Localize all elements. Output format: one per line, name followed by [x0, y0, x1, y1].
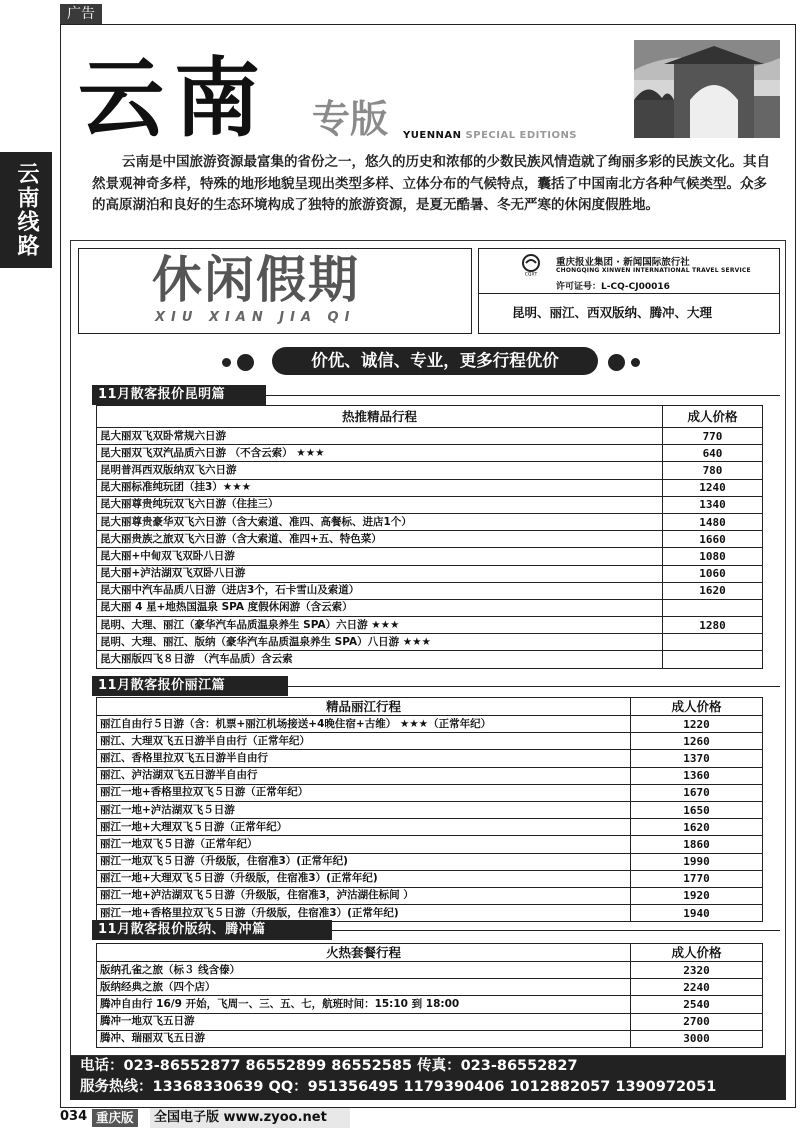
route-price: [663, 599, 763, 616]
route-name: 昆大丽尊贵纯玩双飞六日游（住挂三）: [97, 496, 663, 513]
route-name: 丽江一地+香格里拉双飞５日游（升级版，住宿准3）(正常年纪): [97, 905, 631, 922]
agency-name: 重庆报业集团 · 新闻国际旅行社: [556, 257, 690, 268]
table-row: [97, 887, 763, 904]
section-rule: [266, 395, 780, 396]
slogan-dots-left: [222, 353, 254, 371]
route-name: 丽江、泸沽湖双飞五日游半自由行: [97, 767, 631, 784]
route-name: 昆大丽中汽车品质八日游（进店3个，石卡雪山及索道）: [97, 582, 663, 599]
route-price: 2240: [631, 979, 763, 996]
route-name: 丽江、大理双飞五日游半自由行（正常年纪）: [97, 733, 631, 750]
table-row: [97, 836, 763, 853]
table-row: [97, 445, 763, 462]
page-title: 云南: [78, 48, 270, 149]
route-price: 1660: [663, 531, 763, 548]
route-price: 3000: [631, 1030, 763, 1047]
route-price: 2540: [631, 996, 763, 1013]
route-name: 腾冲、瑞丽双飞五日游: [97, 1030, 631, 1047]
bullet-icon: [237, 354, 254, 371]
route-price: [663, 651, 763, 668]
contact-phones: 电话：023-86552877 86552899 86552585 传真：023-86552827: [80, 1058, 578, 1074]
route-price: 1940: [631, 905, 763, 922]
table-row: [97, 1030, 763, 1047]
route-price: 1340: [663, 496, 763, 513]
table-row: [97, 784, 763, 801]
intro-paragraph: 云南是中国旅游资源最富集的省份之一，悠久的历史和浓郁的少数民族风情造就了绚丽多彩的民族文化。其自然景观神奇多样，特殊的地形地貌呈现出类型多样、立体分布的气候特点，囊括了中国南北方各种气候类型。众多的高原湖泊和良好的生态环境构成了独特的旅游资源，是夏无酷暑、冬无严寒的休闲度假胜地。: [92, 154, 770, 213]
column-header-price: 成人价格: [663, 406, 763, 428]
table-row: [97, 548, 763, 565]
section-rule: [332, 930, 780, 931]
route-name: 版纳经典之旅（四个店）: [97, 979, 631, 996]
edition-tag: 重庆版: [92, 1109, 138, 1127]
route-price: 1860: [631, 836, 763, 853]
table-row: [97, 853, 763, 870]
table-row: [97, 733, 763, 750]
slogan-dots-right: [608, 353, 640, 371]
table-row: [97, 819, 763, 836]
table-row: [97, 513, 763, 530]
table-header-row: [97, 698, 763, 716]
agency-logo-icon: [520, 254, 542, 276]
route-name: 版纳孔雀之旅（标３ 线含傣）: [97, 962, 631, 979]
table-row: [97, 531, 763, 548]
table-row: [97, 565, 763, 582]
contact-bar: [70, 1056, 786, 1100]
route-price: 1370: [631, 750, 763, 767]
table-row: [97, 582, 763, 599]
agency-logo-text: CQXT: [524, 272, 538, 276]
route-name: 昆大丽 4 星+地热国温泉 SPA 度假休闲游（含云索）: [97, 599, 663, 616]
route-price: 640: [663, 445, 763, 462]
table-row: [97, 651, 763, 668]
contact-hotline: 服务热线：13368330639 QQ：951356495 1179390406 1012882057 1390972051: [80, 1079, 717, 1095]
table-row: [97, 599, 763, 616]
table-header-row: [97, 406, 763, 428]
title-english: [403, 130, 577, 141]
bullet-icon: [222, 358, 231, 367]
destination-list: 昆明、丽江、西双版纳、腾冲、大理: [512, 305, 713, 320]
route-price: 1620: [663, 582, 763, 599]
column-header-price: 成人价格: [631, 698, 763, 716]
route-name: 昆大丽双飞双汽品质六日游 （不含云索） ★★★: [97, 445, 663, 462]
section-banner-banna-tengchong: 11月散客报价版纳、腾冲篇: [92, 920, 332, 940]
section-banner-lijiang: 11月散客报价丽江篇: [92, 676, 288, 696]
table-row: [97, 479, 763, 496]
route-name: 昆明、大理、丽江（豪华汽车品质温泉养生 SPA）六日游 ★★★: [97, 617, 663, 634]
price-table-lijiang: [96, 697, 763, 922]
table-row: [97, 617, 763, 634]
route-price: 1220: [631, 716, 763, 733]
route-name: 腾冲自由行 16/9 开始，飞周一、三、五、七，航班时间：15:10 到 18:00: [97, 996, 631, 1013]
route-price: 1670: [631, 784, 763, 801]
license-number: 许可证号：L-CQ-CJ00016: [556, 282, 670, 292]
page-subtitle: 专版: [312, 97, 389, 141]
website-link[interactable]: 全国电子版 www.zyoo.net: [150, 1108, 350, 1128]
table-row: [97, 750, 763, 767]
side-tab-yunnan-routes: 云南线路: [0, 152, 52, 268]
route-name: 丽江、香格里拉双飞五日游半自由行: [97, 750, 631, 767]
scenery-photo: [634, 40, 780, 138]
section-rule: [288, 686, 780, 687]
route-name: 昆大丽+泸沽湖双飞双卧八日游: [97, 565, 663, 582]
title-english-a: YUENNAN: [403, 130, 462, 141]
page-number: 034: [60, 1109, 88, 1124]
route-name: 丽江一地双飞５日游（升级版，住宿准3）(正常年纪): [97, 853, 631, 870]
route-name: 丽江一地+大理双飞５日游（正常年纪）: [97, 819, 631, 836]
route-price: 2700: [631, 1013, 763, 1030]
route-name: 昆大丽+中甸双飞双卧八日游: [97, 548, 663, 565]
route-price: 2320: [631, 962, 763, 979]
route-price: 1280: [663, 617, 763, 634]
bullet-icon: [631, 358, 640, 367]
route-price: 1770: [631, 870, 763, 887]
route-price: 1480: [663, 513, 763, 530]
agency-name-english: CHONGQING XINWEN INTERNATIONAL TRAVEL SERVICE: [556, 267, 751, 274]
column-header-price: 成人价格: [631, 944, 763, 962]
route-price: 770: [663, 428, 763, 445]
column-header-route: 精品丽江行程: [97, 698, 631, 716]
title-english-b: SPECIAL EDITIONS: [465, 130, 578, 141]
table-row: [97, 1013, 763, 1030]
ad-tag: 广告: [60, 4, 102, 24]
route-price: 1650: [631, 801, 763, 818]
bullet-icon: [608, 354, 625, 371]
table-row: [97, 996, 763, 1013]
table-row: [97, 634, 763, 651]
brand-name: 休闲假期: [152, 250, 360, 309]
table-row: [97, 801, 763, 818]
route-name: 丽江一地+香格里拉双飞５日游（正常年纪）: [97, 784, 631, 801]
route-price: [663, 634, 763, 651]
table-row: [97, 428, 763, 445]
price-table-banna-tengchong: [96, 943, 763, 1048]
table-row: [97, 716, 763, 733]
route-price: 1360: [631, 767, 763, 784]
route-name: 昆明、大理、丽江、版纳（豪华汽车品质温泉养生 SPA）八日游 ★★★: [97, 634, 663, 651]
table-row: [97, 496, 763, 513]
table-row: [97, 979, 763, 996]
route-price: 1260: [631, 733, 763, 750]
route-name: 昆大丽版四飞８日游 （汽车品质）含云索: [97, 651, 663, 668]
price-table-kunming: [96, 405, 763, 669]
route-name: 昆大丽贵族之旅双飞六日游（含大索道、准四+五、特色菜）: [97, 531, 663, 548]
route-name: 昆大丽标准纯玩团（挂3）★★★: [97, 479, 663, 496]
table-row: [97, 767, 763, 784]
route-price: 1920: [631, 887, 763, 904]
table-row: [97, 870, 763, 887]
route-name: 丽江自由行５日游（含：机票+丽江机场接送+4晚住宿+古维） ★★★（正常年纪）: [97, 716, 631, 733]
column-header-route: 火热套餐行程: [97, 944, 631, 962]
route-name: 昆大丽双飞双卧常规六日游: [97, 428, 663, 445]
route-price: 780: [663, 462, 763, 479]
column-header-route: 热推精品行程: [97, 406, 663, 428]
brand-pinyin: XIU XIAN JIA QI: [155, 310, 356, 325]
table-row: [97, 962, 763, 979]
route-price: 1060: [663, 565, 763, 582]
route-name: 丽江一地双飞５日游（正常年纪）: [97, 836, 631, 853]
route-price: 1240: [663, 479, 763, 496]
route-name: 昆大丽尊贵豪华双飞六日游（含大索道、准四、高餐标、进店1个）: [97, 513, 663, 530]
table-header-row: [97, 944, 763, 962]
slogan-banner: 价优、诚信、专业，更多行程优价: [272, 347, 598, 375]
agency-divider: [478, 293, 780, 294]
route-price: 1990: [631, 853, 763, 870]
route-name: 昆明普洱西双版纳双飞六日游: [97, 462, 663, 479]
section-banner-kunming: 11月散客报价昆明篇: [92, 385, 266, 405]
route-name: 丽江一地+泸沽湖双飞５日游（升级版，住宿准3，泸沽湖住标间 ）: [97, 887, 631, 904]
table-row: [97, 462, 763, 479]
route-price: 1080: [663, 548, 763, 565]
route-name: 腾冲一地双飞五日游: [97, 1013, 631, 1030]
route-name: 丽江一地+大理双飞５日游（升级版，住宿准3）(正常年纪): [97, 870, 631, 887]
route-name: 丽江一地+泸沽湖双飞５日游: [97, 801, 631, 818]
route-price: 1620: [631, 819, 763, 836]
